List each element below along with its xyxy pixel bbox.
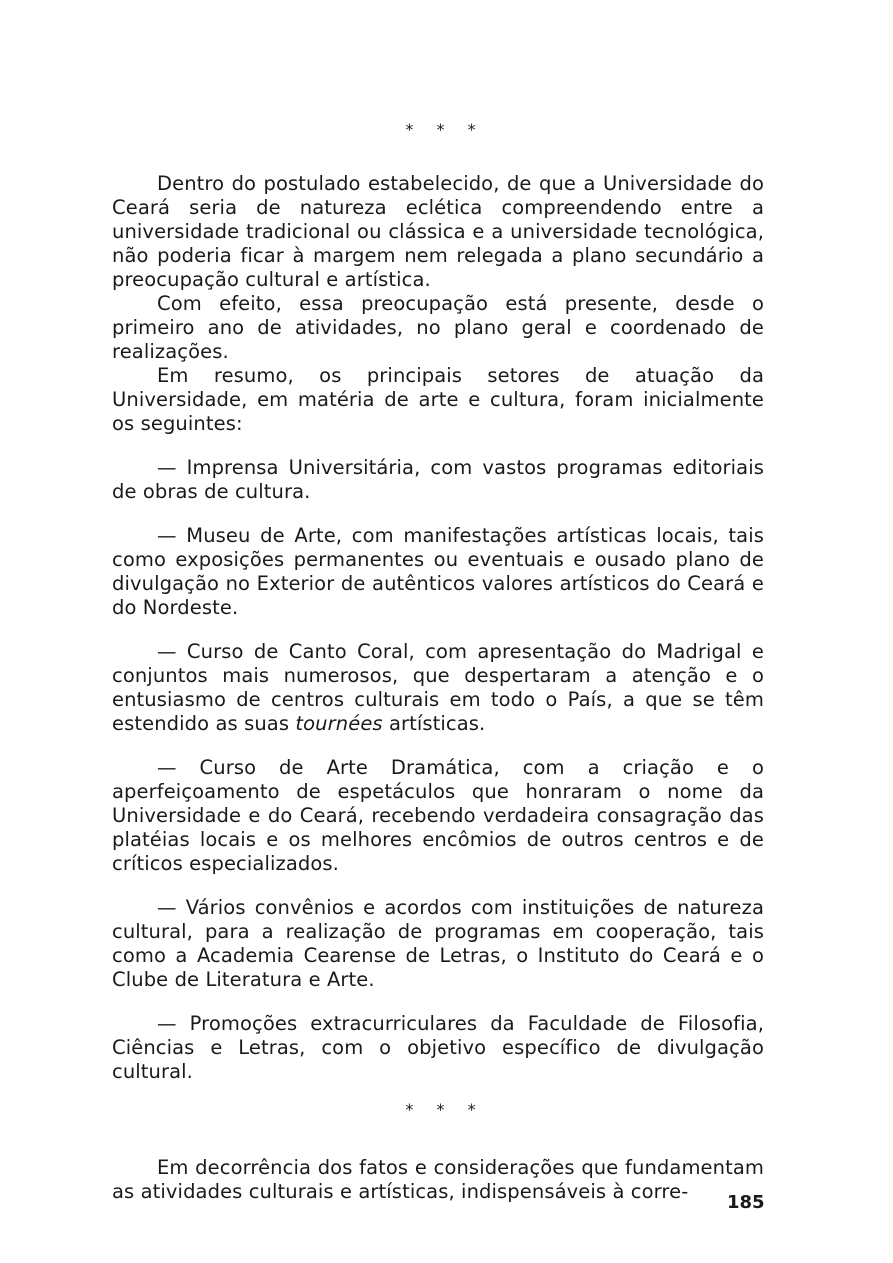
list-item-museu: — Museu de Arte, com manifestações artísticas locais, tais como exposições permanentes ou eventuais e ousado plano de divulgação no Exterior de autênticos valores artísticos do Ceará e do Nordeste.: [112, 524, 764, 619]
list-item-arte-dramatica: — Curso de Arte Dramática, com a criação e o aperfeiçoamento de espetáculos que honraram o nome da Universidade e do Ceará, recebendo verdadeira consagração das platéias locais e os melhores encômios de outros centros e de críticos especializados.: [112, 756, 764, 875]
list-item-imprensa: — Imprensa Universitária, com vastos programas editoriais de obras de cultura.: [112, 456, 764, 503]
paragraph-decorrencia: Em decorrência dos fatos e considerações que fundamentam as atividades culturais e artísticas, indispensáveis à corre-: [112, 1156, 764, 1203]
list-item-canto-coral: [112, 640, 764, 736]
list-item-promocoes: — Promoções extracurriculares da Faculdade de Filosofia, Ciências e Letras, com o objetivo específico de divulgação cultural.: [112, 1012, 764, 1083]
list-item-convenios: — Vários convênios e acordos com instituições de natureza cultural, para a realização de programas em cooperação, tais como a Academia Cearense de Letras, o Instituto do Ceará e o Clube de Literatura e Arte.: [112, 896, 764, 991]
canto-text-before: — Curso de Canto Coral, com apresentação do Madrigal e conjuntos mais numerosos, que despertaram a atenção e o entusiasmo de centros culturais em todo o País, a que se têm estendido as suas: [112, 640, 764, 735]
section-separator: * * *: [405, 120, 485, 139]
paragraph-efeito: Com efeito, essa preocupação está presente, desde o primeiro ano de atividades, no plano geral e coordenado de realizações.: [112, 292, 764, 363]
paragraph-resumo: Em resumo, os principais setores de atuação da Universidade, em matéria de arte e cultura, foram inicialmente os seguintes:: [112, 364, 764, 435]
page-number: 185: [727, 1192, 765, 1213]
canto-text-italic: tournées: [295, 712, 383, 735]
page-body: [112, 118, 764, 1204]
paragraph-postulado: Dentro do postulado estabelecido, de que a Universidade do Ceará seria de natureza eclética compreendendo entre a universidade tradicional ou clássica e a universidade tecnológica, não poderia ficar à margem nem relegada a plano secundário a preocupação cultural e artística.: [112, 172, 764, 291]
section-separator: * * *: [405, 1100, 485, 1119]
canto-text-after: artísticas.: [382, 712, 486, 735]
